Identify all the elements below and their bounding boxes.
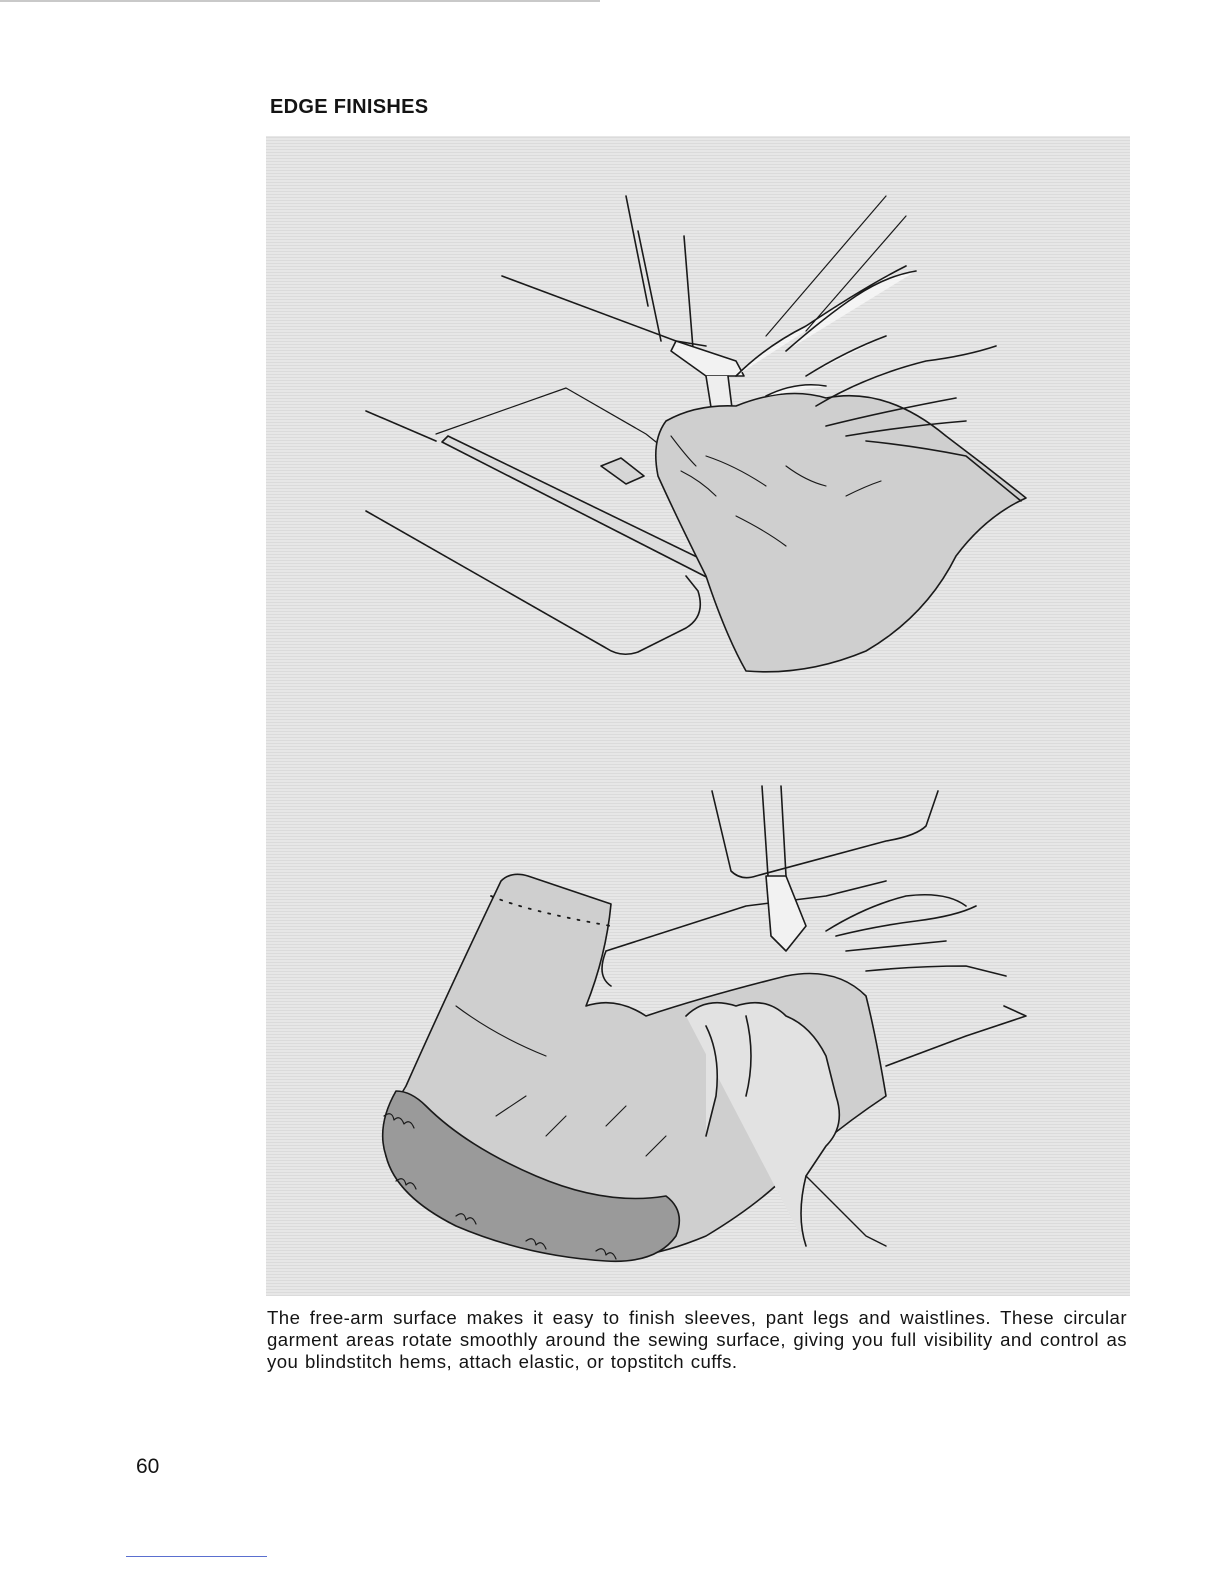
presser-foot (671, 341, 744, 376)
needle-lower (762, 786, 786, 876)
machine-arm-outline (502, 276, 706, 346)
sleeve-fabric (656, 394, 1026, 672)
left-hand (736, 266, 916, 396)
free-arm-outline (366, 511, 700, 654)
illustration-panel (266, 136, 1130, 1296)
machine-bed-outline (366, 411, 436, 441)
footer-rule (126, 1556, 267, 1557)
page-title: EDGE FINISHES (270, 96, 429, 118)
needle-bar (626, 196, 694, 361)
right-hand-lower (826, 895, 1006, 976)
presser-foot-lower (766, 876, 806, 951)
body-paragraph: The free-arm surface makes it easy to finish sleeves, pant legs and waistlines. These circular garment areas rotate smoothly around the sewing surface, giving you full visibility and control as you blindstitch hems, attach elastic, or topstitch cuffs. (267, 1307, 1127, 1372)
page-number: 60 (136, 1455, 160, 1478)
pant-leg-cuff-illustration (383, 786, 1026, 1261)
free-arm-outline-lower (886, 1006, 1026, 1066)
scan-edge-mark (0, 0, 600, 2)
sleeve-hemming-illustration (366, 196, 1026, 672)
machine-head-outline (712, 791, 938, 878)
slide-plate (601, 458, 644, 484)
